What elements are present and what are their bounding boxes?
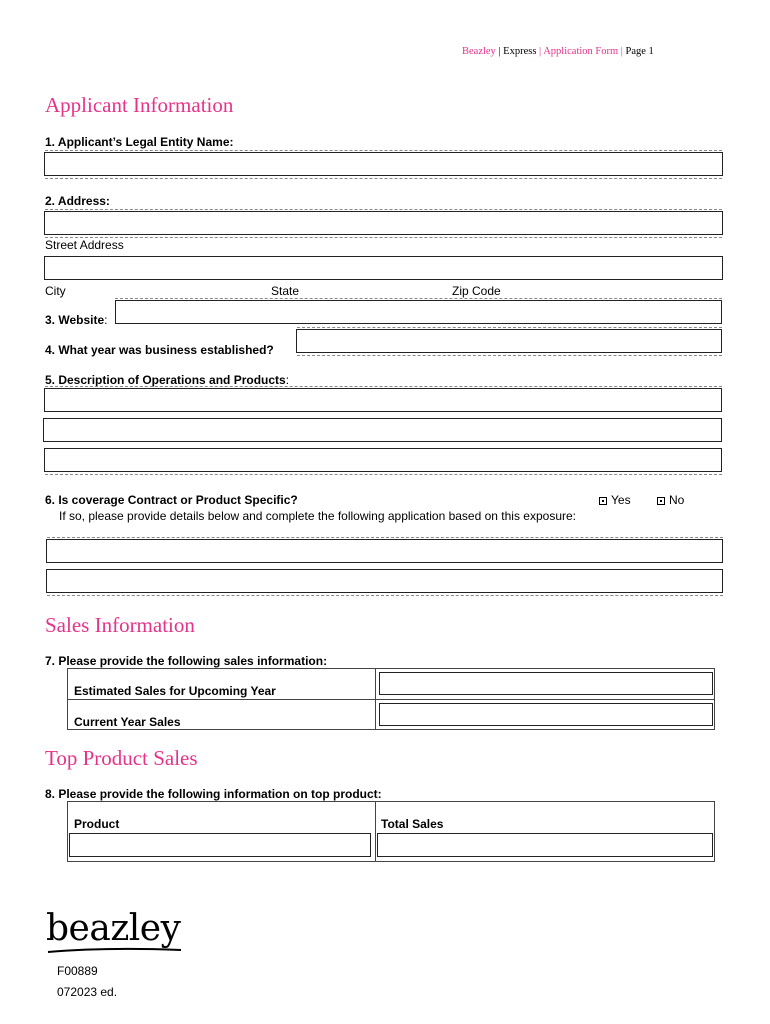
current-year-sales-label: Current Year Sales xyxy=(74,715,181,729)
header-product: Express xyxy=(503,46,537,57)
divider xyxy=(45,209,722,210)
no-option[interactable] xyxy=(657,493,684,507)
divider xyxy=(45,150,722,151)
q1-label: 1. Applicant’s Legal Entity Name: xyxy=(45,135,234,149)
website-field[interactable] xyxy=(115,300,722,324)
header-sep: | xyxy=(539,46,542,57)
zip-code-label: Zip Code xyxy=(452,284,501,298)
header-page: Page 1 xyxy=(625,46,654,57)
divider xyxy=(297,327,722,328)
divider xyxy=(45,474,722,475)
q8-label: 8. Please provide the following information on top product: xyxy=(45,787,382,801)
product-field[interactable] xyxy=(69,833,371,857)
total-sales-column-header: Total Sales xyxy=(381,817,444,831)
coverage-details-line-2[interactable] xyxy=(46,569,723,593)
year-established-field[interactable] xyxy=(296,329,722,353)
estimated-sales-label: Estimated Sales for Upcoming Year xyxy=(74,684,276,698)
state-label: State xyxy=(271,284,300,298)
q5-suffix: : xyxy=(285,373,290,387)
yes-label: Yes xyxy=(611,493,631,507)
operations-description-line-2[interactable] xyxy=(43,418,722,442)
q3-label-text: 3. Website xyxy=(45,313,105,327)
table-divider xyxy=(67,699,715,700)
product-column-header: Product xyxy=(74,817,120,831)
total-sales-field[interactable] xyxy=(377,833,713,857)
header-brand: Beazley xyxy=(462,46,496,57)
yes-checkbox[interactable] xyxy=(599,497,607,505)
q6-note: If so, please provide details below and complete the following application based on this exposure: xyxy=(59,509,576,523)
divider xyxy=(47,595,723,596)
yes-option[interactable] xyxy=(599,493,631,507)
section-title-applicant: Applicant Information xyxy=(45,93,234,117)
city-state-zip-field[interactable] xyxy=(44,256,723,280)
divider xyxy=(45,386,722,387)
street-address-field[interactable] xyxy=(44,211,723,235)
divider xyxy=(297,355,722,356)
estimated-sales-field[interactable] xyxy=(379,672,713,695)
form-number: F00889 xyxy=(57,964,98,978)
q3-label xyxy=(45,313,107,327)
divider xyxy=(45,178,722,179)
city-label: City xyxy=(45,284,66,298)
section-title-top-product: Top Product Sales xyxy=(45,746,198,770)
q2-label: 2. Address: xyxy=(45,194,110,208)
beazley-logo-text: beazley xyxy=(46,908,181,949)
no-label: No xyxy=(669,493,685,507)
current-year-sales-field[interactable] xyxy=(379,703,713,726)
q5-label xyxy=(45,373,289,387)
q4-label: 4. What year was business established? xyxy=(45,343,274,357)
divider xyxy=(47,537,723,538)
operations-description-line-3[interactable] xyxy=(44,448,722,472)
edition: 072023 ed. xyxy=(57,985,118,999)
header-sep: | xyxy=(498,46,501,57)
header-form: Application Form xyxy=(543,46,619,57)
q3-suffix: : xyxy=(104,313,108,327)
beazley-logo xyxy=(46,908,186,955)
divider xyxy=(45,237,722,238)
q5-label-text: 5. Description of Operations and Products xyxy=(45,373,286,387)
coverage-details-line-1[interactable] xyxy=(46,539,723,563)
no-checkbox[interactable] xyxy=(657,497,665,505)
street-address-label: Street Address xyxy=(45,238,124,252)
divider xyxy=(115,298,722,299)
table-divider xyxy=(375,801,376,862)
page-header xyxy=(462,46,654,57)
operations-description-line-1[interactable] xyxy=(44,388,722,412)
header-sep: | xyxy=(620,46,623,57)
legal-entity-name-field[interactable] xyxy=(44,152,723,176)
q7-label: 7. Please provide the following sales information: xyxy=(45,654,328,668)
section-title-sales: Sales Information xyxy=(45,613,195,637)
q6-label: 6. Is coverage Contract or Product Specific? xyxy=(45,493,298,507)
